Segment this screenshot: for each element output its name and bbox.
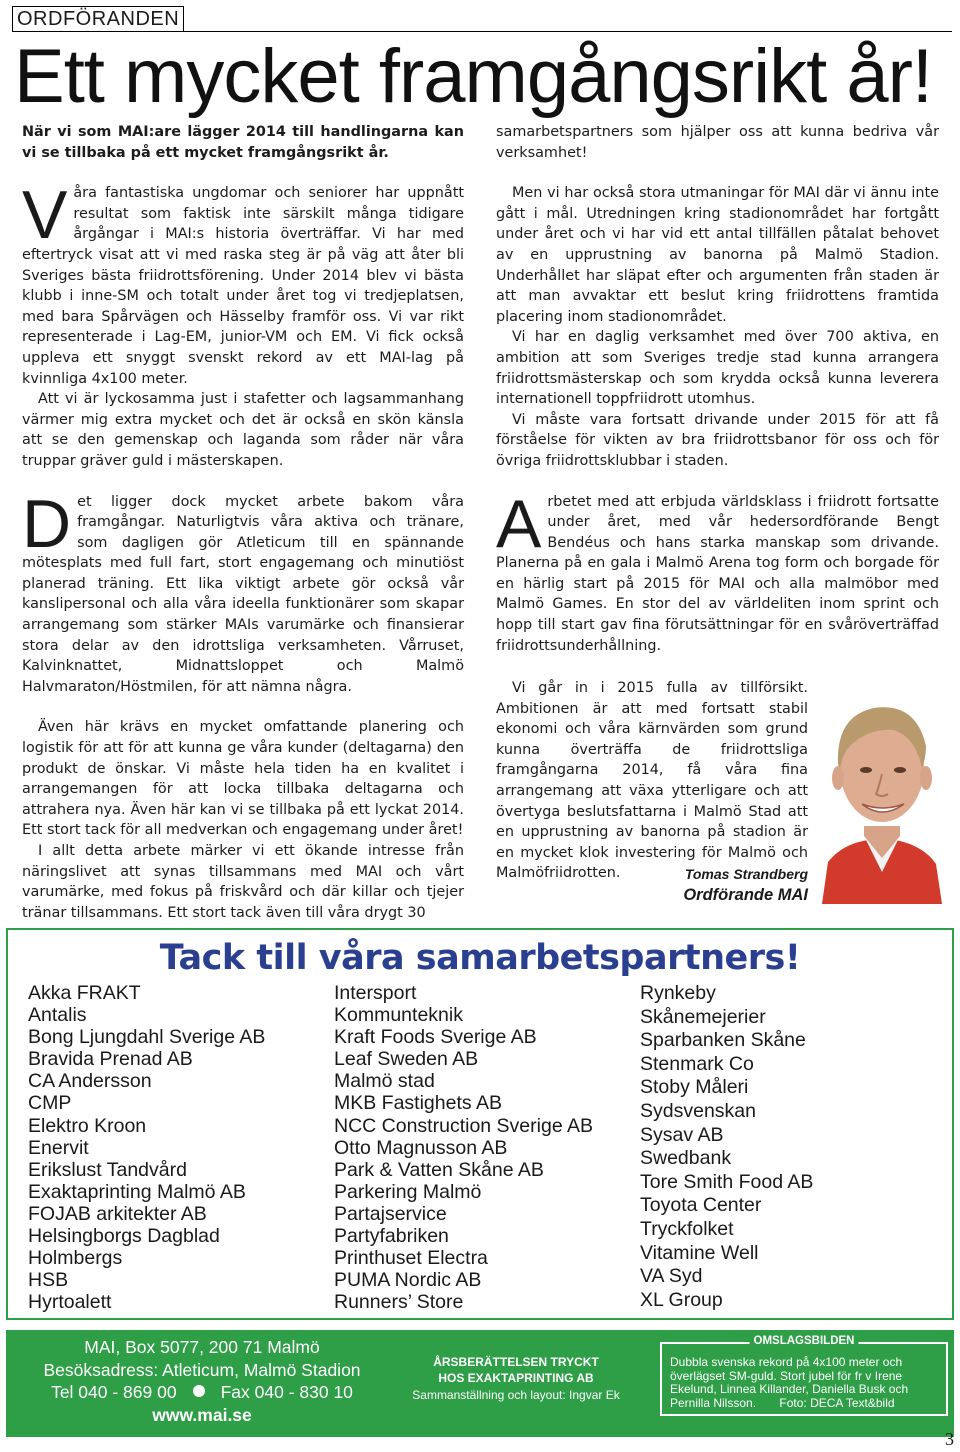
article-paragraph: I allt detta arbete märker vi ett ökande intresse från näringslivet att synas tillsammans med MAI och vårt varumärke, med fokus på friskvård och där killar och tjejer tränar tillsammans. Ett stort tack även till våra drygt 30 [22, 843, 464, 921]
partner-item: Leaf Sweden AB [334, 1048, 479, 1071]
drop-cap: V [22, 177, 68, 254]
article-column-right [496, 122, 939, 656]
cover-label: OMSLAGSBILDEN [750, 1335, 859, 1347]
partners-title: Tack till våra samarbetspartners! [159, 938, 801, 978]
signature-title: Ordförande MAI [683, 886, 808, 904]
visit-address: Besöksadress: Atleticum, Malmö Stadion [43, 1359, 361, 1380]
partner-item: Swedbank [640, 1147, 732, 1170]
layout-credit: Sammanställning och layout: Ingvar Ek [412, 1388, 620, 1402]
article-paragraph: samarbetspartners som hjälper oss att kunna bedriva vår verksamhet! [496, 124, 939, 161]
postal-address: MAI, Box 5077, 200 71 Malmö [84, 1337, 320, 1357]
partner-item: Printhuset Electra [334, 1247, 488, 1270]
drop-cap: A [496, 485, 542, 562]
partner-item: Park & Vatten Skåne AB [334, 1158, 544, 1181]
partner-item: Enervit [28, 1136, 89, 1159]
partner-item: Holmbergs [28, 1247, 123, 1270]
partner-item: Sydsvenskan [640, 1099, 756, 1122]
partners-box [6, 928, 954, 1320]
footer-bar [6, 1330, 954, 1437]
article-paragraph [22, 485, 464, 698]
partner-item: Sysav AB [640, 1123, 724, 1146]
partner-item: XL Group [640, 1288, 723, 1311]
article-paragraph: Vi måste vara fortsatt drivande under 2015 för att få förståelse för vikten av bra friidrottsbanor för oss och för övriga friidrottsklubbar i staden. [496, 411, 939, 469]
partner-item: Skånemejerier [640, 1005, 766, 1028]
article-paragraph [496, 485, 939, 657]
partner-item: Parkering Malmö [334, 1180, 482, 1203]
partner-item: CA Andersson [28, 1070, 152, 1093]
partner-item: MKB Fastighets AB [334, 1092, 502, 1115]
paragraph-text: rbetet med att erbjuda världsklass i friidrott fortsatte under året, med vår hedersordförande Bengt Bendéus och hans starka manskap som drivande. Planerna på en gala i Malmö Arena tog form och borgade för en härlig start på 2015 för MAI och alla malmöbor med Malmö Games. En stor del av världeliten inom sprint och hopp till start gav fina förutsättningar för en svåröverträffad friidrottsunderhållning. [496, 493, 939, 654]
partner-item: Sparbanken Skåne [640, 1029, 806, 1052]
bullet-icon [193, 1385, 205, 1397]
partner-item: Kommunteknik [334, 1004, 463, 1027]
drop-cap: D [22, 485, 72, 562]
article-column-right-bottom [496, 678, 808, 884]
partner-item: VA Syd [640, 1265, 703, 1288]
partner-item: PUMA Nordic AB [334, 1269, 482, 1292]
partners-list-col3 [640, 982, 813, 1312]
partner-item: Helsingborgs Dagblad [28, 1225, 220, 1248]
article-paragraph: Men vi har också stora utmaningar för MAI där vi ännu inte gått i mål. Utredningen kring stadionområdet har fortgått under året och vi har vid ett antal tillfällen påtalat behovet av en upprustning av banorna på Malmö Stadion. Underhållet har släpat efter och argumenten från staden är att man avvaktar ett beslut kring friidrottens framtida placering inom stadionområdet. [496, 185, 939, 325]
partner-item: Runners’ Store [334, 1291, 464, 1314]
article-paragraph [22, 177, 464, 389]
partner-item: Tryckfolket [640, 1217, 734, 1240]
partner-item: HSB [28, 1269, 69, 1292]
partner-item: Kraft Foods Sverige AB [334, 1026, 537, 1049]
print-line: HOS EXAKTAPRINTING AB [438, 1371, 594, 1385]
article-lead: När vi som MAI:are lägger 2014 till handlingarna kan vi se tillbaka på ett mycket framgångsrikt år. [22, 124, 464, 161]
partner-item: CMP [28, 1092, 72, 1115]
partners-list-col1 [28, 982, 265, 1313]
partner-item: Partajservice [334, 1202, 447, 1225]
contact-block [6, 1336, 398, 1426]
page-number: 3 [945, 1429, 954, 1449]
print-line: ÅRSBERÄTTELSEN TRYCKT [433, 1355, 599, 1369]
partner-item: Tore Smith Food AB [640, 1170, 814, 1193]
partner-item: Hyrtoalett [28, 1291, 112, 1314]
portrait-illustration [812, 686, 952, 904]
photo-credit: Foto: DECA Text&bild [779, 1395, 895, 1410]
partner-item: Vitamine Well [640, 1241, 759, 1264]
header-rule [12, 31, 952, 32]
article-paragraph: Vi har en daglig verksamhet med över 700 aktiva, en ambition att som Sveriges tredje stad kunna arrangera friidrottsmästerskap och som krydda också kunna leverera internationell toppfriidrott utomhus. [496, 329, 939, 408]
website-link[interactable]: www.mai.se [152, 1404, 252, 1425]
section-label: ORDFÖRANDEN [12, 6, 184, 32]
partner-item: Exaktaprinting Malmö AB [28, 1180, 246, 1203]
partners-list-col2 [334, 982, 593, 1313]
fax-number: Fax 040 - 830 10 [220, 1382, 353, 1402]
phone-number: Tel 040 - 869 00 [51, 1382, 177, 1402]
article-paragraph: Att vi är lyckosamma just i stafetter och lagsammanhang värmer mig extra mycket och det är också en skön känsla att se den gemenskap och laganda som råder när våra truppar gräver guld i mästerskapen. [22, 391, 464, 469]
partner-item: Otto Magnusson AB [334, 1136, 508, 1159]
phone-fax-line [6, 1381, 398, 1404]
article-paragraph: Även här krävs en mycket omfattande planering och logistik för att för att kunna ge våra kunder (deltagarna) den produkt de önskar. Vi måste hela tiden ha en kvalitet i arrangemangen för att locka tillbaka deltagarna och attrahera nya. Även här kan vi se tillbaka på ett lyckat 2014. Ett stort tack för all medverkan och engagemang under året! [22, 719, 464, 839]
page-title: Ett mycket framgångsrikt år! [14, 34, 933, 119]
paragraph-text: et ligger dock mycket arbete bakom våra framgångar. Naturligtvis våra aktiva och tränare, som dagligen gör Atleticum till en spännande mötesplats med full fart, stort engagemang och minutiöst planerad träning. Ett lika viktigt arbete gör också vår kanslipersonal och alla våra ideella funktionärer som skapar arrangemang som stärker MAIs varumärke och finansierar stora delar av den idrottsliga verksamheten. Vårruset, Kalvinknattet, Midnattsloppet och Malmö Halvmaraton/Höstmilen, för att nämna några. [22, 493, 464, 695]
cover-caption-box [660, 1335, 948, 1416]
article-paragraph: Vi går in i 2015 fulla av tillförsikt. Ambitionen är att med fortsatt stabil ekonomi och våra kärnvärden som grund kunna överträffa de friidrottsliga framgångarna 2014, få våra fina arrangemang att växa ytterligare och att övertyga beslutsfattarna i Malmö Stad att en upprustning av banorna på stadion är en mycket klok investering för Malmö och Malmöfriidrotten. [496, 680, 808, 882]
partner-item: Akka FRAKT [28, 982, 141, 1004]
partner-item: Stenmark Co [640, 1052, 754, 1075]
partner-item: Intersport [334, 982, 417, 1004]
partner-item: Partyfabriken [334, 1225, 449, 1248]
paragraph-text: åra fantastiska ungdomar och seniorer har uppnått resultat som faktisk inte särskilt många tidigare årgångar i MAI:s historia överträffar. Vi har med eftertryck visat att vi med raska steg är på väg att åter bli Sveriges bästa friidrottsförening. Under 2014 blev vi bästa klubb i inne-SM och totalt under året tog vi tredjeplatsen, med bara Spårvägen och Hässelby framför oss. Vi var rikt representerade i Lag-EM, junior-VM och EM. Vi fick också uppleva ett snyggt svenskt rekord av ett MAI-lag på kvinnliga 4x100 meter. [22, 185, 464, 387]
signature-name: Tomas Strandberg [684, 866, 808, 882]
partner-item: Toyota Center [640, 1194, 762, 1217]
partner-item: Rynkeby [640, 982, 716, 1004]
partner-item: Malmö stad [334, 1070, 435, 1093]
chairman-portrait [812, 686, 952, 904]
partner-item: FOJAB arkitekter AB [28, 1202, 207, 1225]
partner-item: Stoby Måleri [640, 1076, 749, 1099]
partner-item: NCC Construction Sverige AB [334, 1114, 594, 1137]
partner-item: Bong Ljungdahl Sverige AB [28, 1026, 266, 1049]
partner-item: Bravida Prenad AB [28, 1048, 193, 1071]
cover-text: Dubbla svenska rekord på 4x100 meter och överlägset SM-guld. Stort jubel för fr v Irene Ekelund, Linnea Killander, Daniella Busk och Pernilla Nilsson. [670, 1355, 909, 1410]
article-column-left [22, 122, 464, 923]
partner-item: Elektro Kroon [28, 1114, 147, 1137]
partner-item: Erikslust Tandvård [28, 1158, 187, 1181]
print-info [396, 1354, 636, 1404]
partner-item: Antalis [28, 1004, 87, 1027]
cover-caption [670, 1356, 938, 1410]
